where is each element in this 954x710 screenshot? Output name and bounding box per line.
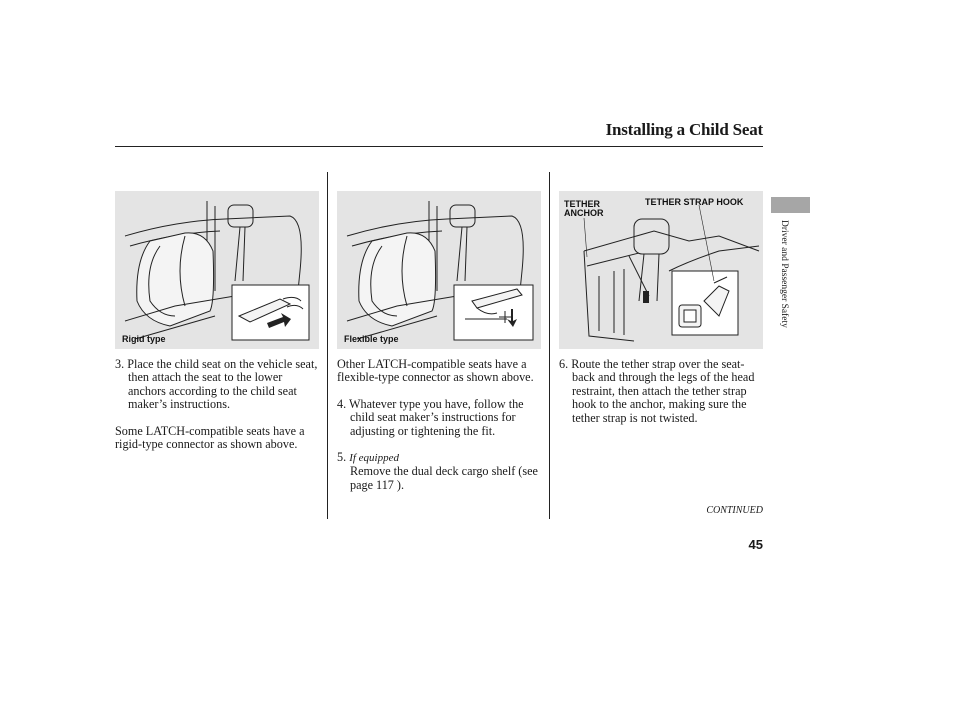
step-3-text: Place the child seat on the vehicle seat, then attach the seat to the lower anchors according to the child seat maker’s instructions. — [127, 357, 318, 412]
column-1-text — [115, 358, 321, 451]
step-5 — [337, 451, 545, 492]
step-5-number: 5. — [337, 450, 347, 465]
step-6 — [559, 358, 765, 425]
figure-caption-flexible: Flexible type — [344, 334, 399, 344]
column-2-text — [337, 358, 545, 492]
step-6-number: 6. — [559, 357, 569, 371]
connector-inset — [232, 285, 309, 340]
title-rule — [115, 146, 763, 147]
figure-caption-rigid: Rigid type — [122, 334, 166, 344]
step-3 — [115, 358, 321, 412]
page-title: Installing a Child Seat — [605, 120, 763, 139]
label-tether-strap-hook: TETHER STRAP HOOK — [645, 197, 744, 207]
step-4-number: 4. — [337, 396, 347, 411]
flexible-connector-illustration — [337, 191, 541, 349]
column-3-text — [559, 358, 765, 425]
column-divider-1 — [327, 172, 328, 519]
continued-label: CONTINUED — [706, 505, 763, 516]
step-5-note: If equipped — [349, 452, 399, 465]
label-tether-anchor — [564, 200, 604, 218]
flexible-connector-paragraph: Other LATCH-compatible seats have a flexible-type connector as shown above. — [337, 357, 534, 385]
section-label — [777, 220, 789, 360]
label-tether-anchor-line1: TETHER — [564, 199, 600, 209]
section-label-text: Driver and Passenger Safety — [779, 220, 789, 328]
section-tab — [771, 197, 810, 213]
connector-inset — [454, 285, 533, 340]
rigid-connector-illustration — [115, 191, 319, 349]
tether-inset — [672, 271, 738, 335]
step-4-text: Whatever type you have, follow the child seat maker’s instructions for adjusting or tightening the fit. — [348, 396, 524, 438]
figure-flexible-connector — [337, 191, 541, 349]
step-6-text: Route the tether strap over the seat-back and through the legs of the head restraint, then attach the tether strap hook to the anchor, making sure the tether strap is not twisted. — [571, 357, 755, 425]
column-divider-2 — [549, 172, 550, 519]
figure-rigid-connector — [115, 191, 319, 349]
page-number: 45 — [748, 537, 763, 552]
figure-tether-strap — [559, 191, 763, 349]
label-tether-anchor-line2: ANCHOR — [564, 208, 604, 218]
step-3-number: 3. — [115, 357, 125, 371]
rigid-connector-paragraph: Some LATCH-compatible seats have a rigid-type connector as shown above. — [115, 423, 305, 452]
step-4 — [337, 398, 545, 438]
step-5-text: Remove the dual deck cargo shelf (see page 117 ). — [350, 464, 538, 492]
